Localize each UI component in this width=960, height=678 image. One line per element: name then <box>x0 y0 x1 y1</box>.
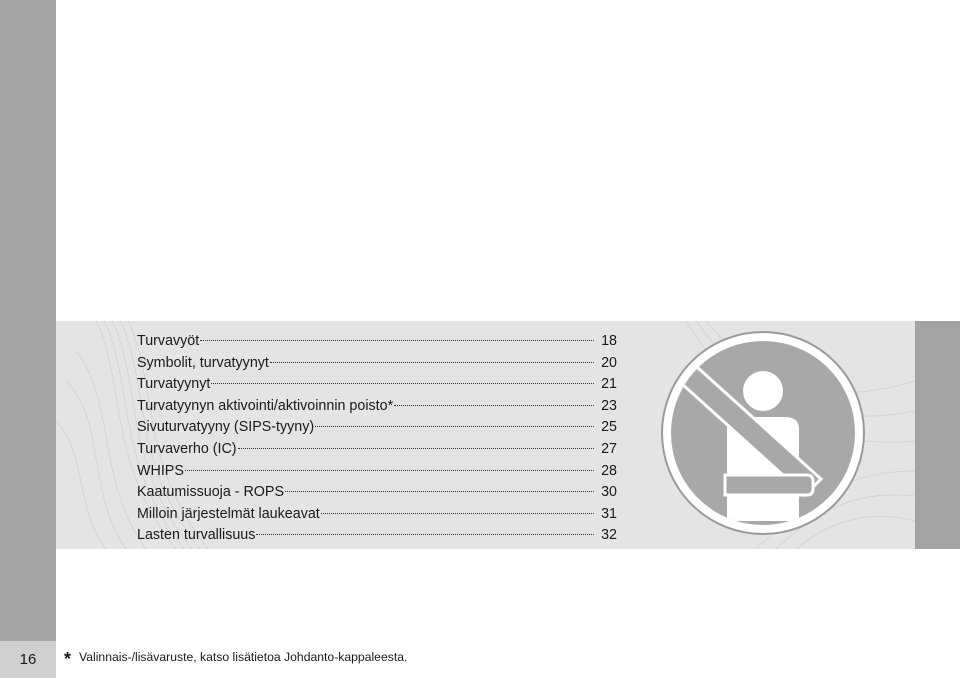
toc-entry-page: 28 <box>601 462 617 479</box>
toc-entry-title: Symbolit, turvatyynyt <box>137 354 269 371</box>
toc-entry[interactable] <box>137 482 617 504</box>
chapter-tab <box>915 321 960 549</box>
toc-dot-leader <box>256 534 594 535</box>
toc-entry[interactable] <box>137 396 617 418</box>
toc-entry[interactable] <box>137 331 617 353</box>
table-of-contents <box>137 331 617 547</box>
toc-entry-title: Sivuturvatyyny (SIPS-tyyny) <box>137 419 315 436</box>
toc-entry-title: Turvatyynyn aktivointi/aktivoinnin poisto* <box>137 397 394 414</box>
toc-dot-leader <box>185 470 594 471</box>
page-number: 16 <box>0 641 56 678</box>
toc-dot-leader <box>315 426 594 427</box>
toc-dot-leader <box>211 383 594 384</box>
toc-entry-page: 30 <box>601 484 617 501</box>
toc-entry-title: Kaatumissuoja - ROPS <box>137 484 284 501</box>
toc-entry[interactable] <box>137 417 617 439</box>
toc-dot-leader <box>238 448 594 449</box>
toc-entry[interactable] <box>137 374 617 396</box>
toc-entry-page: 21 <box>601 376 617 393</box>
left-margin-bar <box>0 0 56 641</box>
footnote <box>64 649 408 669</box>
seatbelt-icon <box>661 331 865 535</box>
toc-entry-page: 25 <box>601 419 617 436</box>
toc-entry-page: 32 <box>601 527 617 544</box>
toc-entry-title: Turvatyynyt <box>137 376 211 393</box>
toc-entry-title: Turvaverho (IC) <box>137 440 237 457</box>
toc-entry-title: WHIPS <box>137 462 184 479</box>
toc-entry-page: 20 <box>601 354 617 371</box>
toc-entry-title: Lasten turvallisuus <box>137 527 256 544</box>
toc-entry-page: 27 <box>601 440 617 457</box>
toc-dot-leader <box>285 491 594 492</box>
toc-entry-title: Milloin järjestelmät laukeavat <box>137 505 320 522</box>
toc-entry[interactable] <box>137 504 617 526</box>
footnote-marker: * <box>64 649 72 669</box>
toc-entry[interactable] <box>137 461 617 483</box>
toc-entry-page: 23 <box>601 397 617 414</box>
toc-entry[interactable] <box>137 439 617 461</box>
toc-dot-leader <box>394 405 594 406</box>
footnote-text: Valinnais-/lisävaruste, katso lisätietoa Johdanto-kappaleesta. <box>79 650 408 664</box>
toc-entry-page: 31 <box>601 505 617 522</box>
toc-entry-page: 18 <box>601 333 617 349</box>
toc-entry-title: Turvavyöt <box>137 333 200 349</box>
toc-entry[interactable] <box>137 353 617 375</box>
toc-dot-leader <box>270 362 594 363</box>
toc-entry[interactable] <box>137 525 617 547</box>
toc-dot-leader <box>321 513 594 514</box>
toc-dot-leader <box>200 340 594 341</box>
